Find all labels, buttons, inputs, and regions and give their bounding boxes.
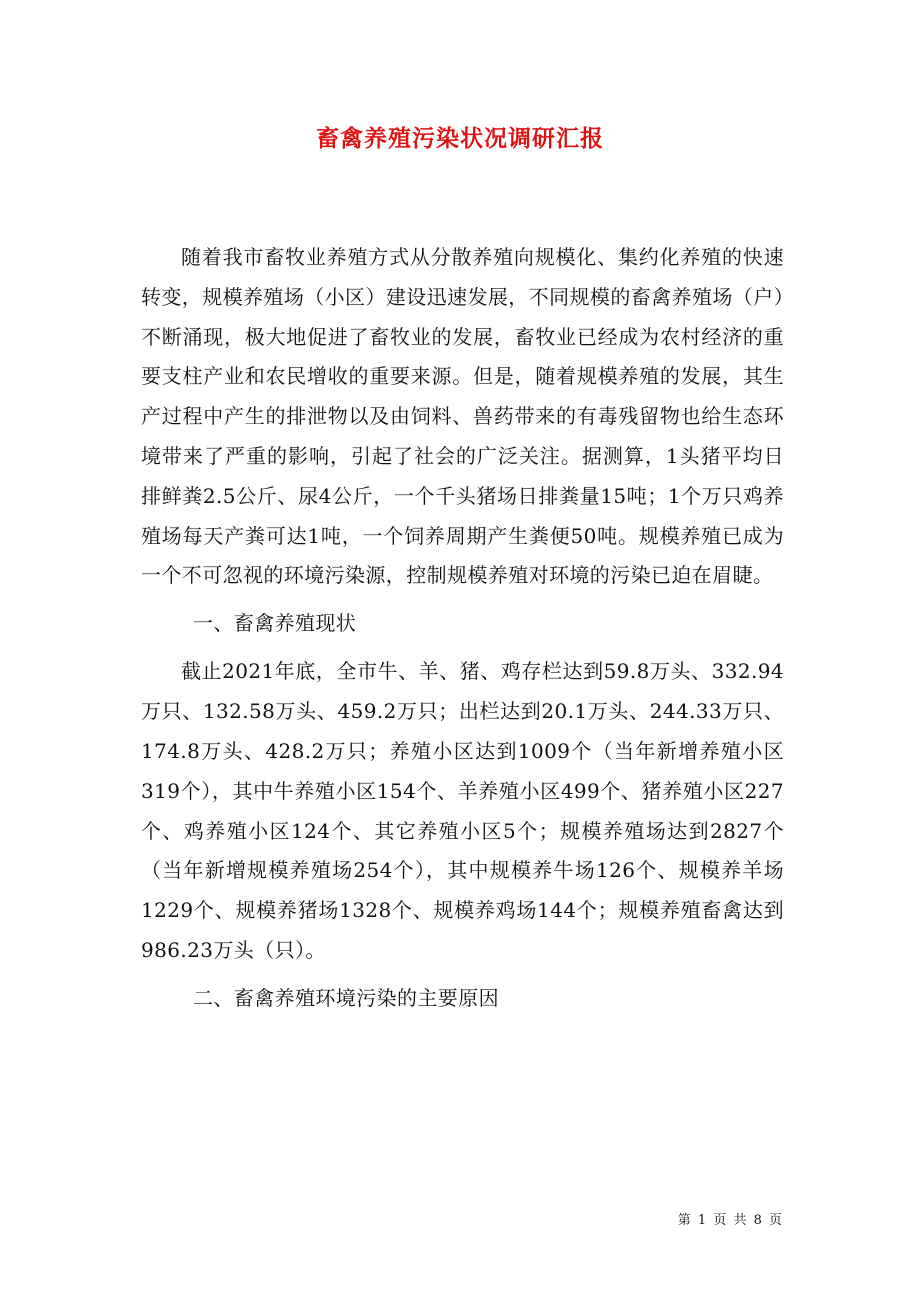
page-number: 第 1 页 共 8 页 bbox=[677, 1213, 782, 1228]
document-title: 畜禽养殖污染状况调研汇报 bbox=[316, 125, 604, 152]
section-heading-2: 二、畜禽养殖环境污染的主要原因 bbox=[193, 985, 499, 1010]
section-heading-1: 一、畜禽养殖现状 bbox=[193, 611, 357, 636]
document-body bbox=[141, 238, 784, 1019]
intro-paragraph: 随着我市畜牧业养殖方式从分散养殖向规模化、集约化养殖的快速转变，规模养殖场（小区）建设迅速发展，不同规模的畜禽养殖场（户）不断涌现，极大地促进了畜牧业的发展，畜牧业已经成为农村经济的重要支柱产业和农民增收的重要来源。但是，随着规模养殖的发展，其生产过程中产生的排泄物以及由饲料、兽药带来的有毒残留物也给生态环境带来了严重的影响，引起了社会的广泛关注。据测算，1头猪平均日排鲜粪2.5公斤、尿4公斤，一个千头猪场日排粪量15吨；1个万只鸡养殖场每天产粪可达1吨，一个饲养周期产生粪便50吨。规模养殖已成为一个不可忽视的环境污染源，控制规模养殖对环境的污染已迫在眉睫。 bbox=[141, 245, 784, 588]
status-paragraph: 截止2021年底，全市牛、羊、猪、鸡存栏达到59.8万头、332.94万只、132.58万头、459.2万只；出栏达到20.1万头、244.33万只、174.8万头、428.2万只；养殖小区达到1009个（当年新增养殖小区319个），其中牛养殖小区154个、羊养殖小区499个、猪养殖小区227个、鸡养殖小区124个、其它养殖小区5个；规模养殖场达到2827个（当年新增规模养殖场254个），其中规模养牛场126个、规模养羊场1229个、规模养猪场1328个、规模养鸡场144个；规模养殖畜禽达到986.23万头（只）。 bbox=[141, 659, 784, 962]
